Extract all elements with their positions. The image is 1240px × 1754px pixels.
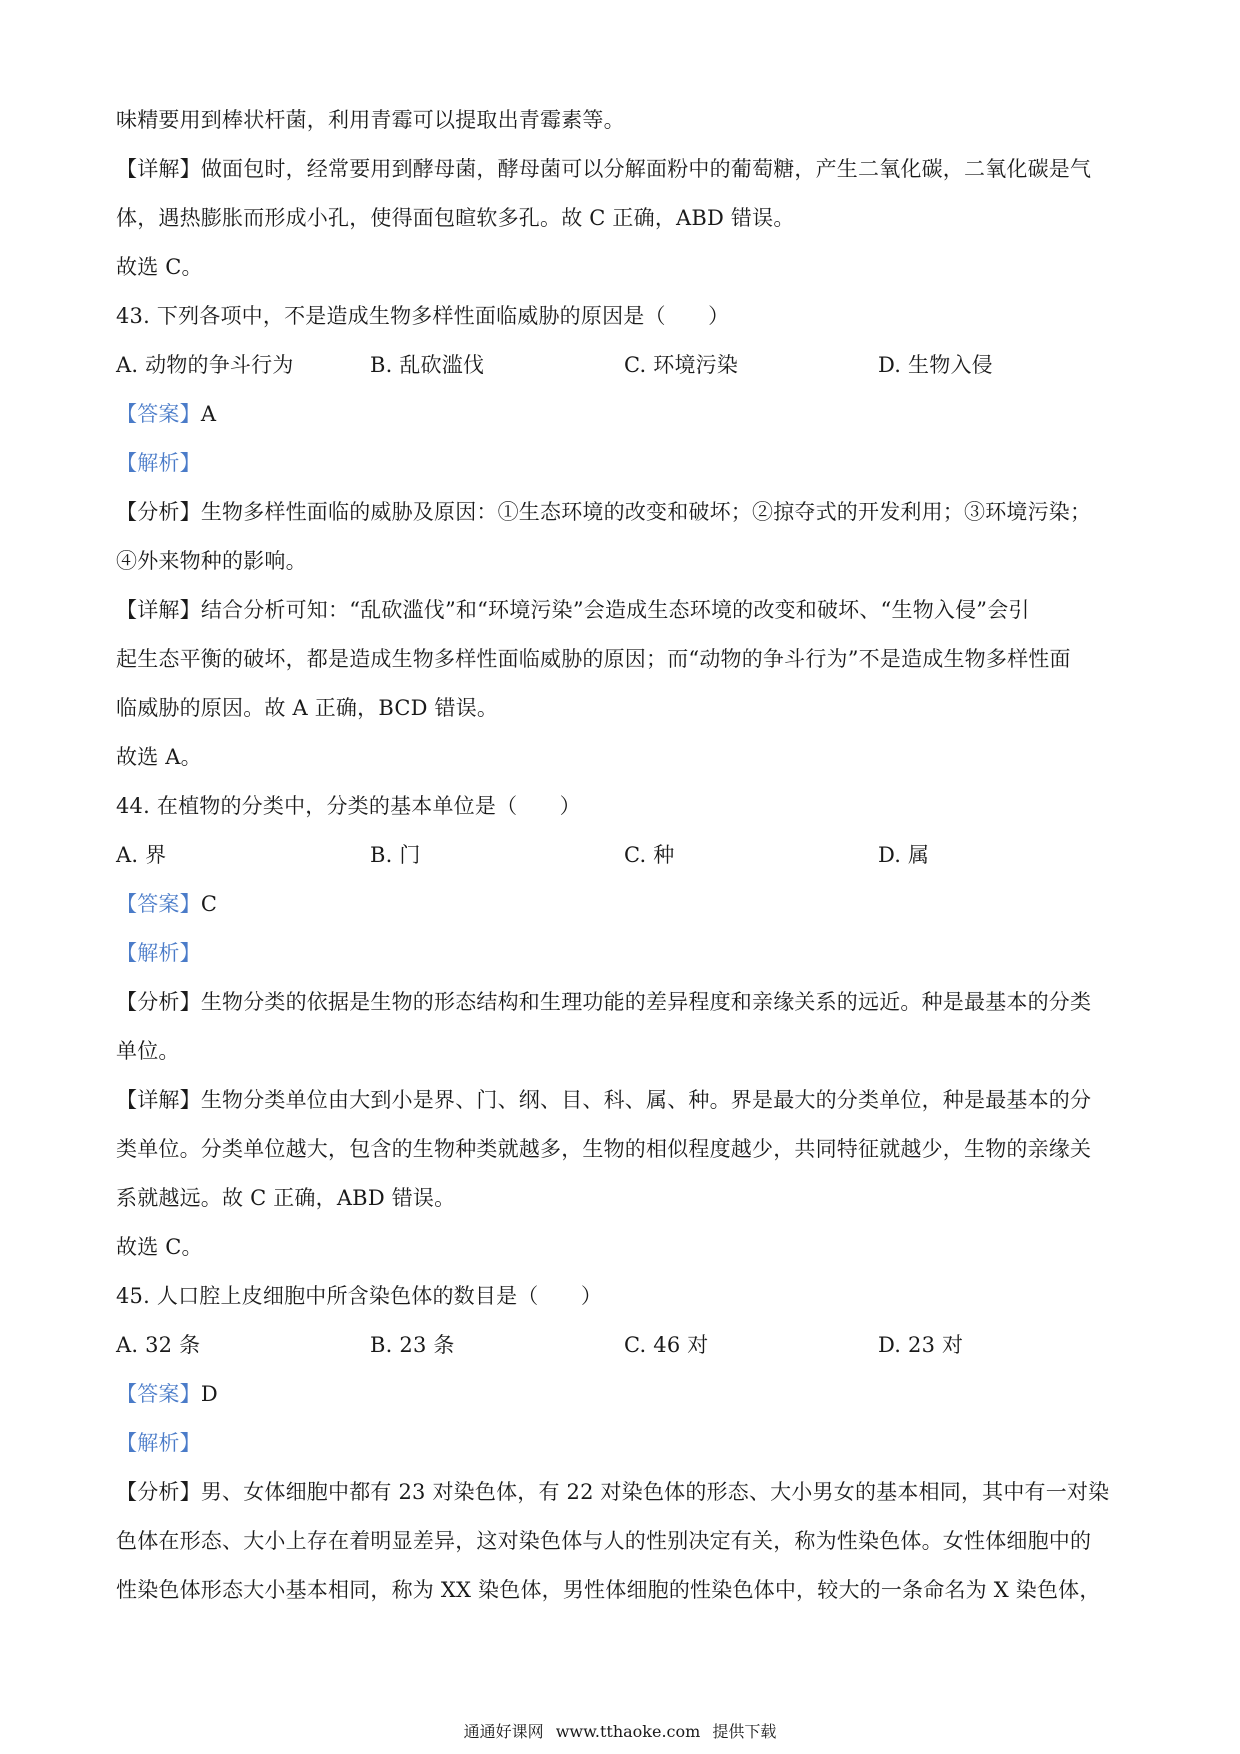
detail-label: 【详解】 (116, 598, 201, 622)
footer-suffix: 提供下载 (712, 1722, 777, 1741)
detail-line (116, 145, 1126, 194)
fenxi-text: 单位。 (116, 1039, 180, 1063)
page-footer (0, 1722, 1240, 1742)
detail-label: 【详解】 (116, 1088, 201, 1112)
fenxi-text: 色体在形态、大小上存在着明显差异，这对染色体与人的性别决定有关，称为性染色体。女性体细胞中的 (116, 1529, 1092, 1553)
text-line (116, 1174, 1126, 1223)
fenxi-text: 生物分类的依据是生物的形态结构和生理功能的差异程度和亲缘关系的远近。种是最基本的分类 (200, 990, 1092, 1014)
detail-text: 体，遇热膨胀而形成小孔，使得面包暄软多孔。故 C 正确，ABD 错误。 (116, 206, 795, 230)
detail-label: 【详解】 (116, 157, 201, 181)
text-line (116, 537, 1126, 586)
choice-text: 故选 A。 (116, 745, 202, 769)
option-c: C. 环境污染 (624, 353, 739, 377)
detail-text: 临威胁的原因。故 A 正确，BCD 错误。 (116, 696, 499, 720)
answer-label: 【答案】 (116, 1382, 201, 1406)
text-line (116, 1125, 1126, 1174)
choice-line (116, 243, 1126, 292)
option-b: B. 门 (370, 843, 421, 867)
analysis-heading (116, 1419, 1126, 1468)
detail-text: 起生态平衡的破坏，都是造成生物多样性面临威胁的原因；而“动物的争斗行为”不是造成生物多样性面 (116, 647, 1071, 671)
question-stem (116, 782, 1126, 831)
detail-text: 生物分类单位由大到小是界、门、纲、目、科、属、种。界是最大的分类单位，种是最基本的分 (200, 1088, 1092, 1112)
choice-line (116, 1223, 1126, 1272)
paragraph-text: 味精要用到棒状杆菌，利用青霉可以提取出青霉素等。 (116, 108, 625, 132)
detail-line (116, 586, 1126, 635)
option-a: A. 32 条 (116, 1333, 201, 1357)
text-line (116, 96, 1126, 145)
answer-label: 【答案】 (116, 402, 201, 426)
fenxi-text: ④外来物种的影响。 (116, 549, 307, 573)
option-c: C. 46 对 (624, 1333, 709, 1357)
footer-url[interactable]: www.tthaoke.com (555, 1722, 701, 1741)
question-stem (116, 292, 1126, 341)
fenxi-line (116, 978, 1126, 1027)
option-b: B. 23 条 (370, 1333, 455, 1357)
answer-line (116, 1370, 1126, 1419)
fenxi-label: 【分析】 (116, 500, 201, 524)
question-options (116, 831, 1126, 880)
option-b: B. 乱砍滥伐 (370, 353, 485, 377)
detail-line (116, 1076, 1126, 1125)
analysis-heading (116, 929, 1126, 978)
footer-site-name: 通通好课网 (463, 1722, 544, 1741)
option-d: D. 23 对 (878, 1333, 964, 1357)
question-stem-text: 43. 下列各项中，不是造成生物多样性面临威胁的原因是（ ） (116, 304, 730, 328)
text-line (116, 194, 1126, 243)
detail-text: 结合分析可知：“乱砍滥伐”和“环境污染”会造成生态环境的改变和破坏、“生物入侵”会引 (200, 598, 1030, 622)
fenxi-text: 生物多样性面临的威胁及原因：①生态环境的改变和破坏；②掠夺式的开发利用；③环境污染； (200, 500, 1092, 524)
question-stem (116, 1272, 1126, 1321)
analysis-heading (116, 439, 1126, 488)
text-line (116, 1027, 1126, 1076)
text-line (116, 1566, 1126, 1615)
document-page (116, 96, 1126, 1615)
text-line (116, 684, 1126, 733)
detail-text: 做面包时，经常要用到酵母菌，酵母菌可以分解面粉中的葡萄糖，产生二氧化碳，二氧化碳是气 (200, 157, 1092, 181)
fenxi-line (116, 1468, 1126, 1517)
answer-label: 【答案】 (116, 892, 201, 916)
choice-text: 故选 C。 (116, 255, 203, 279)
detail-text: 类单位。分类单位越大，包含的生物种类就越多，生物的相似程度越少，共同特征就越少，生物的亲缘关 (116, 1137, 1092, 1161)
option-c: C. 种 (624, 843, 675, 867)
fenxi-text: 男、女体细胞中都有 23 对染色体，有 22 对染色体的形态、大小男女的基本相同，其中有一对染 (200, 1480, 1110, 1504)
question-options (116, 341, 1126, 390)
text-line (116, 635, 1126, 684)
answer-line (116, 390, 1126, 439)
fenxi-line (116, 488, 1126, 537)
option-a: A. 界 (116, 843, 167, 867)
detail-text: 系就越远。故 C 正确，ABD 错误。 (116, 1186, 456, 1210)
question-options (116, 1321, 1126, 1370)
choice-text: 故选 C。 (116, 1235, 203, 1259)
analysis-label: 【解析】 (116, 451, 201, 475)
analysis-label: 【解析】 (116, 941, 201, 965)
answer-value: C (200, 892, 218, 916)
question-stem-text: 44. 在植物的分类中，分类的基本单位是（ ） (116, 794, 581, 818)
fenxi-label: 【分析】 (116, 990, 201, 1014)
option-d: D. 属 (878, 843, 930, 867)
fenxi-text: 性染色体形态大小基本相同，称为 XX 染色体，男性体细胞的性染色体中，较大的一条命名为 X 染色体， (116, 1578, 1101, 1602)
answer-value: D (200, 1382, 218, 1406)
option-d: D. 生物入侵 (878, 353, 993, 377)
option-a: A. 动物的争斗行为 (116, 353, 294, 377)
text-line (116, 1517, 1126, 1566)
fenxi-label: 【分析】 (116, 1480, 201, 1504)
answer-value: A (200, 402, 217, 426)
answer-line (116, 880, 1126, 929)
choice-line (116, 733, 1126, 782)
question-stem-text: 45. 人口腔上皮细胞中所含染色体的数目是（ ） (116, 1284, 603, 1308)
analysis-label: 【解析】 (116, 1431, 201, 1455)
